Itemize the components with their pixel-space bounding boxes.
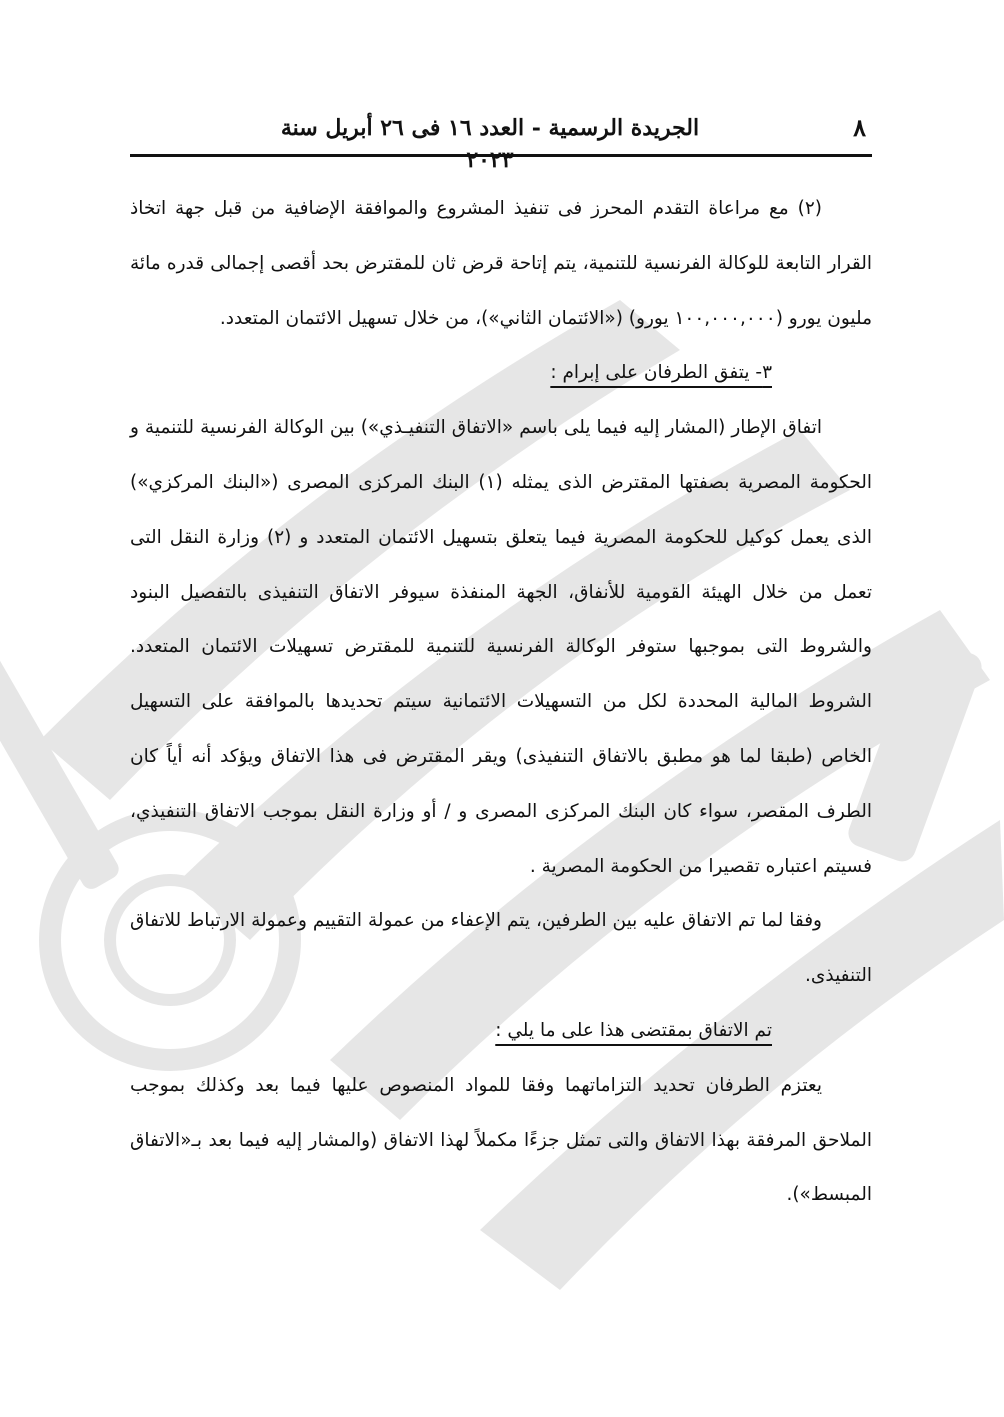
page-number: ٨ [853,113,866,142]
agreement-heading [130,1004,872,1059]
paragraph-fee-exemption: وفقا لما تم الاتفاق عليه بين الطرفين، يتم الإعفاء من عمولة التقييم وعمولة الارتباط للاتفاق التنفيذى. [130,910,872,987]
document-body [130,182,872,1223]
gazette-title: الجريدة الرسمية - العدد ١٦ فى ٢٦ أبريل سنة ٢٠٢٣ [280,115,700,173]
section-3-heading [130,346,872,401]
paragraph-second-loan: (٢) مع مراعاة التقدم المحرز فى تنفيذ المشروع والموافقة الإضافية من قبل جهة اتخاذ القرار التابعة للوكالة الفرنسية للتنمية، يتم إتاحة قرض ثان للمقترض بحد أقصى إجمالى قدره مائة مليون يورو (١٠٠,٠٠٠,٠٠٠ يورو) («الائتمان الثاني»)، من خلال تسهيل الائتمان المتعدد. [130,198,872,329]
paragraph-framework-agreement: اتفاق الإطار (المشار إليه فيما يلى باسم «الاتفاق التنفيـذي») بين الوكالة الفرنسية للتنمية و الحكومة المصرية بصفتها المقترض الذى يمثله (١) البنك المركزى المصرى («البنك المركزي») الذى يعمل كوكيل للحكومة المصرية فيما يتعلق بتسهيل الائتمان المتعدد و (٢) وزارة النقل التى تعمل من خلال الهيئة القومية للأنفاق، الجهة المنفذة سيوفر الاتفاق التنفيذى بالتفصيل البنود والشروط التى بموجبها ستوفر الوكالة الفرنسية للتنمية للمقترض تسهيلات الائتمان المتعدد. الشروط المالية المحددة لكل من التسهيلات الائتمانية سيتم تحديدها بالموافقة على التسهيل الخاص (طبقا لما هو مطبق بالاتفاق التنفيذى) ويقر المقترض فى هذا الاتفاق ويؤكد أنه أياً كان الطرف المقصر، سواء كان البنك المركزى المصرى و / أو وزارة النقل بموجب الاتفاق التنفيذي، فسيتم اعتباره تقصيرا من الحكومة المصرية . [130,417,872,877]
page-header [130,112,872,173]
section-3-heading-text: ٣- يتفق الطرفان على إبرام : [550,362,772,384]
header-divider [130,154,872,157]
agreement-heading-text: تم الاتفاق بمقتضى هذا على ما يلي : [495,1019,772,1041]
paragraph-obligations: يعتزم الطرفان تحديد التزاماتهما وفقا للمواد المنصوص عليها فيما بعد وكذلك بموجب الملاحق المرفقة بهذا الاتفاق والتى تمثل جزءًا مكملاً لهذا الاتفاق (والمشار إليه فيما بعد بـ«الاتفاق المبسط»). [130,1074,872,1206]
